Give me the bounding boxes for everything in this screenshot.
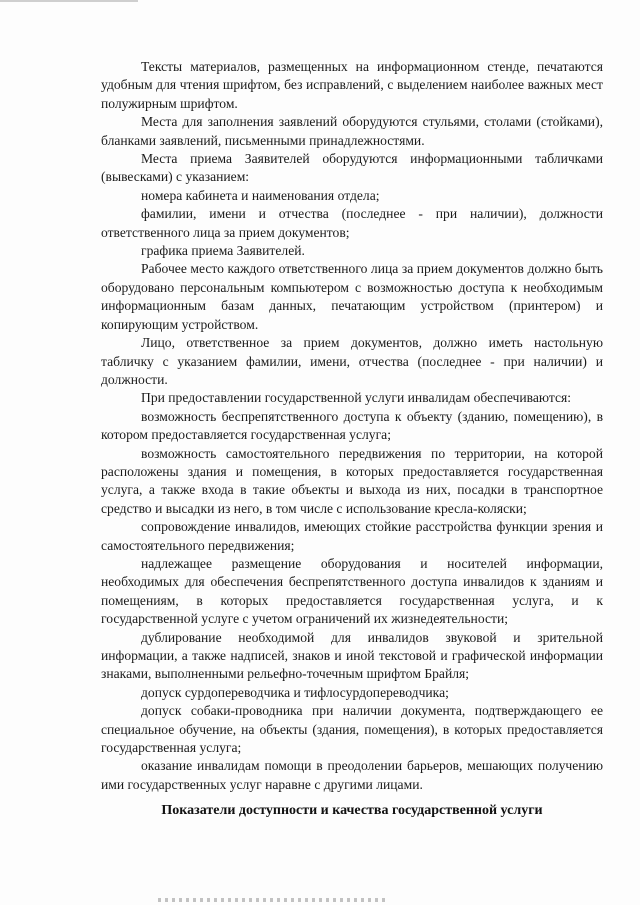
section-heading: Показатели доступности и качества государственной услуги <box>161 803 543 818</box>
list-item-room-number: номера кабинета и наименования отдела; <box>141 187 380 203</box>
document-body <box>101 58 603 794</box>
paragraph-application-places: Места для заполнения заявлений оборудуются стульями, столами (стойками), бланками заявлений, письменными принадлежностями. <box>101 114 603 148</box>
scan-artifact <box>158 898 388 902</box>
list-item-guide-dog: допуск собаки-проводника при наличии документа, подтверждающего ее специальное обучение, на объекты (здания, помещения), в которых предоставляется государственная услуга; <box>101 703 603 756</box>
list-item-responsible-person: фамилии, имени и отчества (последнее - при наличии), должности ответственного лица за прием документов; <box>101 206 603 240</box>
list-item-schedule: графика приема Заявителей. <box>141 243 305 259</box>
list-item-barrier-assistance: оказание инвалидам помощи в преодолении барьеров, мешающих получению ими государственных услуг наравне с другими лицами. <box>101 758 603 792</box>
paragraph-stand-texts: Тексты материалов, размещенных на информационном стенде, печатаются удобным для чтения шрифтом, без исправлений, с выделением наиболее важных мест полужирным шрифтом. <box>101 59 603 111</box>
paragraph-nameplate: Лицо, ответственное за прием документов, должно иметь настольную табличку с указанием фамилии, имени, отчества (последнее - при наличии) и должности. <box>101 335 603 387</box>
paragraph-disability-provisions: При предоставлении государственной услуги инвалидам обеспечиваются: <box>141 390 572 406</box>
paragraph-reception-signs: Места приема Заявителей оборудуются информационными табличками (вывесками) с указанием: <box>101 151 603 185</box>
scan-edge-mark <box>0 0 138 2</box>
list-item-braille-duplication: дублирование необходимой для инвалидов звуковой и зрительной информации, а также надписей, знаков и иной текстовой и графической информации знаками, выполненными рельефно-точечным шрифтом Брайля; <box>101 629 603 682</box>
list-item-unobstructed-access: возможность беспрепятственного доступа к объекту (зданию, помещению), в котором предоставляется государственная услуга; <box>101 408 603 443</box>
list-item-independent-movement: возможность самостоятельного передвижения по территории, на которой расположены здания и помещения, в которых предоставляется государственная услуга, а также входа в такие объекты и выхода из них, посадки в транспортное средство и высадки из него, в том числе с использование кресла-коляски; <box>101 445 603 516</box>
list-item-sign-interpreter: допуск сурдопереводчика и тифлосурдопереводчика; <box>141 684 449 700</box>
list-item-equipment-placement: надлежащее размещение оборудования и носителей информации, необходимых для обеспечения беспрепятственного доступа инвалидов к зданиям и помещениям, в которых предоставляется государственная услуга, и к государственной услуге с учетом ограничений их жизнедеятельности; <box>101 555 603 627</box>
list-item-escort: сопровождение инвалидов, имеющих стойкие расстройства функции зрения и самостоятельного передвижения; <box>101 519 603 553</box>
paragraph-workplace: Рабочее место каждого ответственного лица за прием документов должно быть оборудовано персональным компьютером с возможностью доступа к необходимым информационным базам данных, печатающим устройством (принтером) и копирующим устройством. <box>101 261 603 332</box>
